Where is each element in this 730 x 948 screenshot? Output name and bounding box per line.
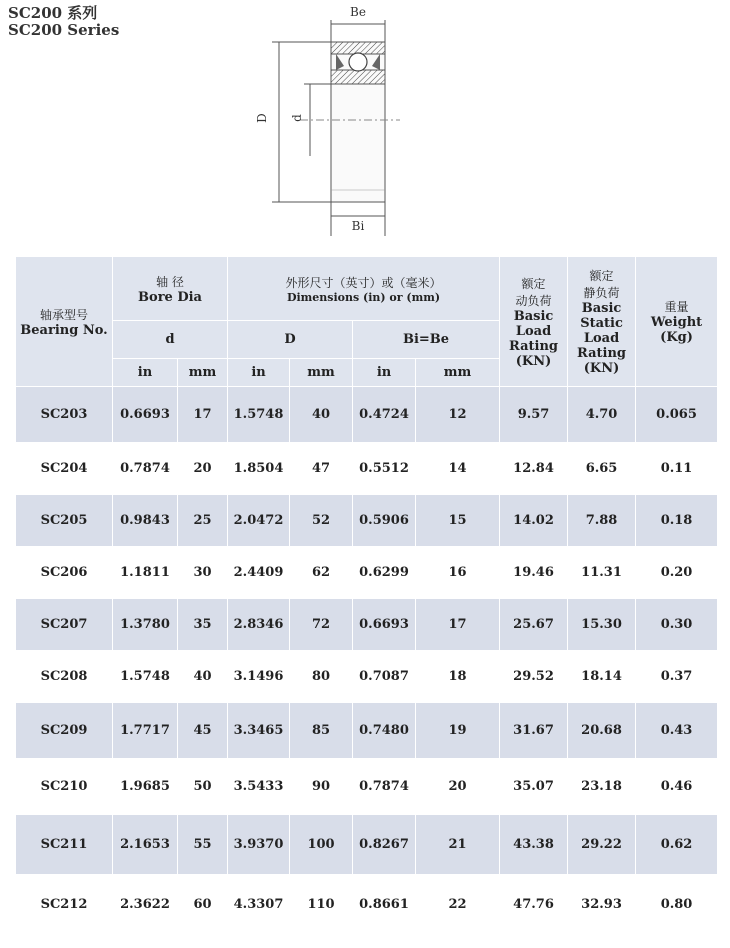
bearing-number-cell: SC212	[16, 875, 113, 935]
table-cell: 35	[178, 599, 228, 651]
table-cell: 2.3622	[113, 875, 178, 935]
header-sub-bibe: Bi=Be	[353, 321, 500, 359]
table-row	[16, 651, 718, 703]
table-cell: 2.4409	[228, 547, 290, 599]
header-dimensions: 外形尺寸（英寸）或（毫米） Dimensions (in) or (mm)	[228, 257, 500, 321]
bearing-number-cell: SC211	[16, 815, 113, 875]
table-cell: 43.38	[500, 815, 568, 875]
unit-in: in	[228, 359, 290, 387]
table-cell: 23.18	[568, 759, 636, 815]
table-cell: 21	[416, 815, 500, 875]
table-cell: 18.14	[568, 651, 636, 703]
table-cell: 1.9685	[113, 759, 178, 815]
unit-mm: mm	[416, 359, 500, 387]
ball	[349, 53, 367, 71]
bearing-diagram	[0, 0, 730, 250]
page-title-en: SC200 Series	[8, 21, 120, 39]
table-cell: 0.6693	[113, 387, 178, 443]
be-label: Be	[350, 5, 366, 19]
bearing-number-cell: SC207	[16, 599, 113, 651]
table-cell: 52	[290, 495, 353, 547]
table-cell: 4.3307	[228, 875, 290, 935]
table-row	[16, 703, 718, 759]
table-cell: 18	[416, 651, 500, 703]
table-cell: 15	[416, 495, 500, 547]
header-sub-D: D	[228, 321, 353, 359]
unit-mm: mm	[290, 359, 353, 387]
table-cell: 0.8267	[353, 815, 416, 875]
outer-ring-section	[331, 42, 385, 54]
table-cell: 2.8346	[228, 599, 290, 651]
header-weight: 重量 Weight (Kg)	[636, 257, 718, 387]
table-cell: 0.11	[636, 443, 718, 495]
table-cell: 12	[416, 387, 500, 443]
table-cell: 0.30	[636, 599, 718, 651]
table-cell: 0.62	[636, 815, 718, 875]
table-cell: 0.37	[636, 651, 718, 703]
table-cell: 1.7717	[113, 703, 178, 759]
table-cell: 100	[290, 815, 353, 875]
table-cell: 22	[416, 875, 500, 935]
table-cell: 14	[416, 443, 500, 495]
table-cell: 25.67	[500, 599, 568, 651]
bearing-number-cell: SC208	[16, 651, 113, 703]
table-cell: 40	[178, 651, 228, 703]
table-row	[16, 875, 718, 935]
table-cell: 15.30	[568, 599, 636, 651]
bi-label: Bi	[351, 219, 365, 233]
table-cell: 0.9843	[113, 495, 178, 547]
table-cell: 3.3465	[228, 703, 290, 759]
bearing-number-cell: SC205	[16, 495, 113, 547]
table-cell: 0.7874	[113, 443, 178, 495]
table-cell: 19	[416, 703, 500, 759]
bearing-number-cell: SC203	[16, 387, 113, 443]
D-label: D	[255, 113, 269, 123]
table-cell: 40	[290, 387, 353, 443]
table-cell: 0.6299	[353, 547, 416, 599]
bearing-number-cell: SC204	[16, 443, 113, 495]
header-dynamic-load: 额定 动负荷 Basic Load Rating (KN)	[500, 257, 568, 387]
table-row	[16, 547, 718, 599]
bearing-number-cell: SC209	[16, 703, 113, 759]
table-cell: 1.8504	[228, 443, 290, 495]
table-cell: 0.80	[636, 875, 718, 935]
table-cell: 3.9370	[228, 815, 290, 875]
table-cell: 0.46	[636, 759, 718, 815]
table-cell: 90	[290, 759, 353, 815]
table-cell: 0.7480	[353, 703, 416, 759]
table-cell: 14.02	[500, 495, 568, 547]
header-static-load: 额定 静负荷 Basic Static Load Rating (KN)	[568, 257, 636, 387]
table-cell: 45	[178, 703, 228, 759]
table-cell: 19.46	[500, 547, 568, 599]
table-cell: 47	[290, 443, 353, 495]
bearing-number-cell: SC206	[16, 547, 113, 599]
table-cell: 29.52	[500, 651, 568, 703]
table-cell: 20	[416, 759, 500, 815]
table-cell: 1.1811	[113, 547, 178, 599]
table-cell: 0.6693	[353, 599, 416, 651]
table-cell: 0.5906	[353, 495, 416, 547]
table-cell: 0.4724	[353, 387, 416, 443]
table-cell: 6.65	[568, 443, 636, 495]
table-cell: 72	[290, 599, 353, 651]
table-body	[16, 387, 718, 935]
table-cell: 62	[290, 547, 353, 599]
table-cell: 0.18	[636, 495, 718, 547]
table-cell: 3.5433	[228, 759, 290, 815]
d-label: d	[290, 114, 304, 122]
table-cell: 3.1496	[228, 651, 290, 703]
table-cell: 1.5748	[113, 651, 178, 703]
table-cell: 85	[290, 703, 353, 759]
bearing-number-cell: SC210	[16, 759, 113, 815]
table-cell: 1.5748	[228, 387, 290, 443]
header-bore-dia: 轴 径 Bore Dia	[113, 257, 228, 321]
table-row	[16, 495, 718, 547]
table-row	[16, 815, 718, 875]
table-cell: 20	[178, 443, 228, 495]
table-cell: 12.84	[500, 443, 568, 495]
header-bearing-no: 轴承型号 Bearing No.	[16, 257, 113, 387]
table-cell: 17	[416, 599, 500, 651]
header-sub-d: d	[113, 321, 228, 359]
table-cell: 60	[178, 875, 228, 935]
table-cell: 2.0472	[228, 495, 290, 547]
table-row	[16, 759, 718, 815]
table-cell: 29.22	[568, 815, 636, 875]
table-cell: 32.93	[568, 875, 636, 935]
table-cell: 0.8661	[353, 875, 416, 935]
page-title-cn: SC200 系列	[8, 4, 98, 22]
unit-mm: mm	[178, 359, 228, 387]
table-cell: 16	[416, 547, 500, 599]
table-cell: 47.76	[500, 875, 568, 935]
table-cell: 0.20	[636, 547, 718, 599]
table-cell: 55	[178, 815, 228, 875]
table-cell: 0.065	[636, 387, 718, 443]
table-cell: 30	[178, 547, 228, 599]
table-cell: 20.68	[568, 703, 636, 759]
table-cell: 0.43	[636, 703, 718, 759]
table-cell: 0.7874	[353, 759, 416, 815]
table-cell: 31.67	[500, 703, 568, 759]
table-cell: 1.3780	[113, 599, 178, 651]
table-cell: 9.57	[500, 387, 568, 443]
table-cell: 0.5512	[353, 443, 416, 495]
table-cell: 0.7087	[353, 651, 416, 703]
table-cell: 25	[178, 495, 228, 547]
table-row	[16, 443, 718, 495]
table-cell: 7.88	[568, 495, 636, 547]
table-row	[16, 599, 718, 651]
table-row	[16, 387, 718, 443]
table-cell: 17	[178, 387, 228, 443]
table-cell: 4.70	[568, 387, 636, 443]
unit-in: in	[353, 359, 416, 387]
table-cell: 35.07	[500, 759, 568, 815]
unit-in: in	[113, 359, 178, 387]
table-cell: 80	[290, 651, 353, 703]
table-cell: 110	[290, 875, 353, 935]
inner-ring-section	[331, 70, 385, 84]
table-cell: 2.1653	[113, 815, 178, 875]
table-cell: 11.31	[568, 547, 636, 599]
table-cell: 50	[178, 759, 228, 815]
spec-table	[15, 256, 718, 935]
